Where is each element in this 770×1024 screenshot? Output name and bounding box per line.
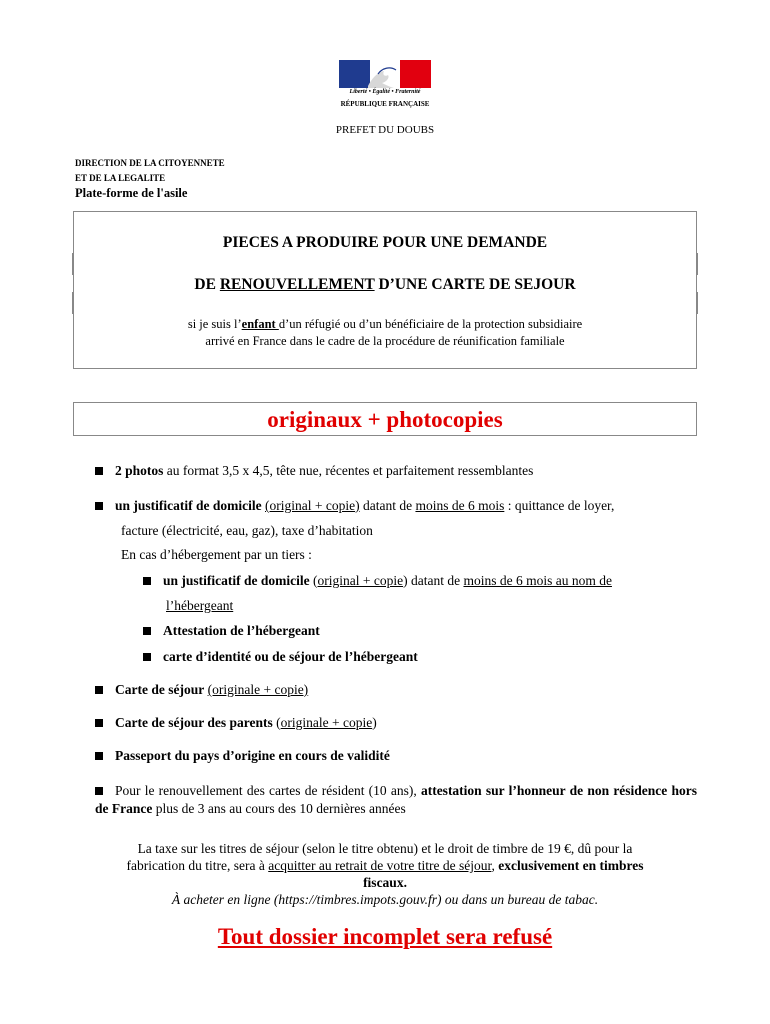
sub-enfant: enfant	[241, 317, 279, 331]
domicile-moins: moins de 6 mois	[415, 498, 505, 513]
sub-item-attestation	[143, 622, 320, 640]
sub1-underlined: moins de 6 mois au nom de	[463, 573, 612, 588]
direction-line2: ET DE LA LEGALITE	[75, 173, 166, 183]
box-tick-right-2	[696, 292, 698, 314]
resident-rest: plus de 3 ans au cours des 10 dernières années	[152, 801, 406, 816]
title-box	[73, 211, 697, 369]
parents-underlined: originale + copie	[280, 715, 373, 730]
direction-block	[75, 156, 225, 186]
motto-liberte: Liberté	[349, 89, 368, 95]
domicile-paren: (original + copie)	[265, 498, 360, 513]
sub1-mid: datant de	[407, 573, 464, 588]
bullet-icon	[143, 653, 151, 661]
bullet-icon	[143, 577, 151, 585]
title-line2	[74, 276, 696, 294]
sub-item-justificatif: un justificatif de domicile (original + copie) datant de moins de 6 mois au nom de	[143, 572, 612, 590]
bullet-icon	[95, 686, 103, 694]
sub1-line2: l’hébergeant	[166, 598, 234, 613]
taxe-line2-prefix: fabrication du titre, sera à	[126, 858, 269, 873]
photos-bold: 2 photos	[115, 463, 164, 478]
taxe-line3-bold: fiscaux.	[363, 875, 407, 890]
item-resident	[95, 782, 697, 818]
item-carte-sejour	[95, 681, 308, 699]
sub-item-carte-identite	[143, 648, 418, 666]
sub3-text: carte d’identité ou de séjour de l’hébergeant	[163, 649, 418, 664]
taxe-block	[80, 840, 690, 908]
bullet-icon	[95, 752, 103, 760]
plateforme-asile: Plate-forme de l'asile	[75, 186, 188, 200]
sub-prefix: si je suis l’	[187, 317, 242, 331]
domicile-bold: un justificatif de domicile	[115, 498, 262, 513]
box-tick-left-2	[72, 292, 74, 314]
item-carte-parents: Carte de séjour des parents (originale + copie)	[95, 714, 377, 732]
taxe-line4-italic: À acheter en ligne (https://timbres.impots.gouv.fr) ou dans un bureau de tabac.	[171, 892, 599, 907]
title-subtitle	[74, 316, 696, 350]
passeport-text: Passeport du pays d’origine en cours de validité	[115, 748, 390, 763]
domicile-line2: facture (électricité, eau, gaz), taxe d’habitation	[121, 523, 373, 538]
parents-bold: Carte de séjour des parents	[115, 715, 273, 730]
taxe-line2-bold: exclusivement en timbres	[498, 858, 644, 873]
sub2-text: Attestation de l’hébergeant	[163, 623, 320, 638]
resident-start: Pour le renouvellement des cartes de résident (10 ans),	[115, 783, 421, 798]
resident-bold2: résidence hors de France	[95, 783, 698, 816]
final-warning: Tout dossier incomplet sera refusé	[217, 924, 553, 949]
direction-line1: DIRECTION DE LA CITOYENNETE	[75, 158, 225, 168]
box-tick-left-1	[72, 253, 74, 275]
photos-rest: au format 3,5 x 4,5, tête nue, récentes et parfaitement ressemblantes	[163, 463, 534, 478]
republique-francaise: RÉPUBLIQUE FRANÇAISE	[340, 100, 430, 108]
prefet-title: PREFET DU DOUBS	[335, 124, 435, 136]
sub-line2: arrivé en France dans le cadre de la procédure de réunification familiale	[205, 334, 565, 348]
taxe-line2-sep: ,	[491, 858, 499, 873]
bullet-icon	[95, 467, 103, 475]
carte-underlined: (originale + copie)	[207, 682, 309, 697]
item-passeport	[95, 747, 390, 765]
sub1-bold: un justificatif de domicile	[163, 573, 310, 588]
motto-egalite: Égalité	[372, 89, 390, 95]
resident-bold1: attestation sur l’honneur de non	[420, 783, 610, 798]
title-renouvellement: RENOUVELLEMENT	[219, 276, 375, 293]
item-photos	[95, 462, 533, 480]
bullet-icon	[95, 787, 103, 795]
bullet-icon	[95, 502, 103, 510]
title-line2-suffix: D’UNE CARTE DE SEJOUR	[374, 276, 576, 293]
motto: Liberté • Égalité • Fraternité	[349, 89, 421, 95]
taxe-line2-underlined: acquitter au retrait de votre titre de séjour	[268, 858, 492, 873]
sub1-paren: original + copie	[317, 573, 404, 588]
title-line1: PIECES A PRODUIRE POUR UNE DEMANDE	[222, 234, 548, 251]
sub-rest: d’un réfugié ou d’un bénéficiaire de la protection subsidiaire	[278, 317, 583, 331]
title-line2-prefix: DE	[194, 276, 220, 293]
bullet-icon	[143, 627, 151, 635]
domicile-rest: : quittance de loyer,	[504, 498, 615, 513]
motto-fraternite: Fraternité	[395, 89, 421, 95]
box-tick-right-1	[696, 253, 698, 275]
bullet-icon	[95, 719, 103, 727]
originaux-banner: originaux + photocopies	[73, 402, 697, 436]
domicile-mid: datant de	[359, 498, 416, 513]
hebergement-intro: En cas d’hébergement par un tiers :	[121, 547, 312, 562]
carte-bold: Carte de séjour	[115, 682, 205, 697]
item-domicile	[95, 497, 614, 515]
taxe-line1: La taxe sur les titres de séjour (selon le titre obtenu) et le droit de timbre de 19 €, dû pour la	[137, 841, 633, 856]
